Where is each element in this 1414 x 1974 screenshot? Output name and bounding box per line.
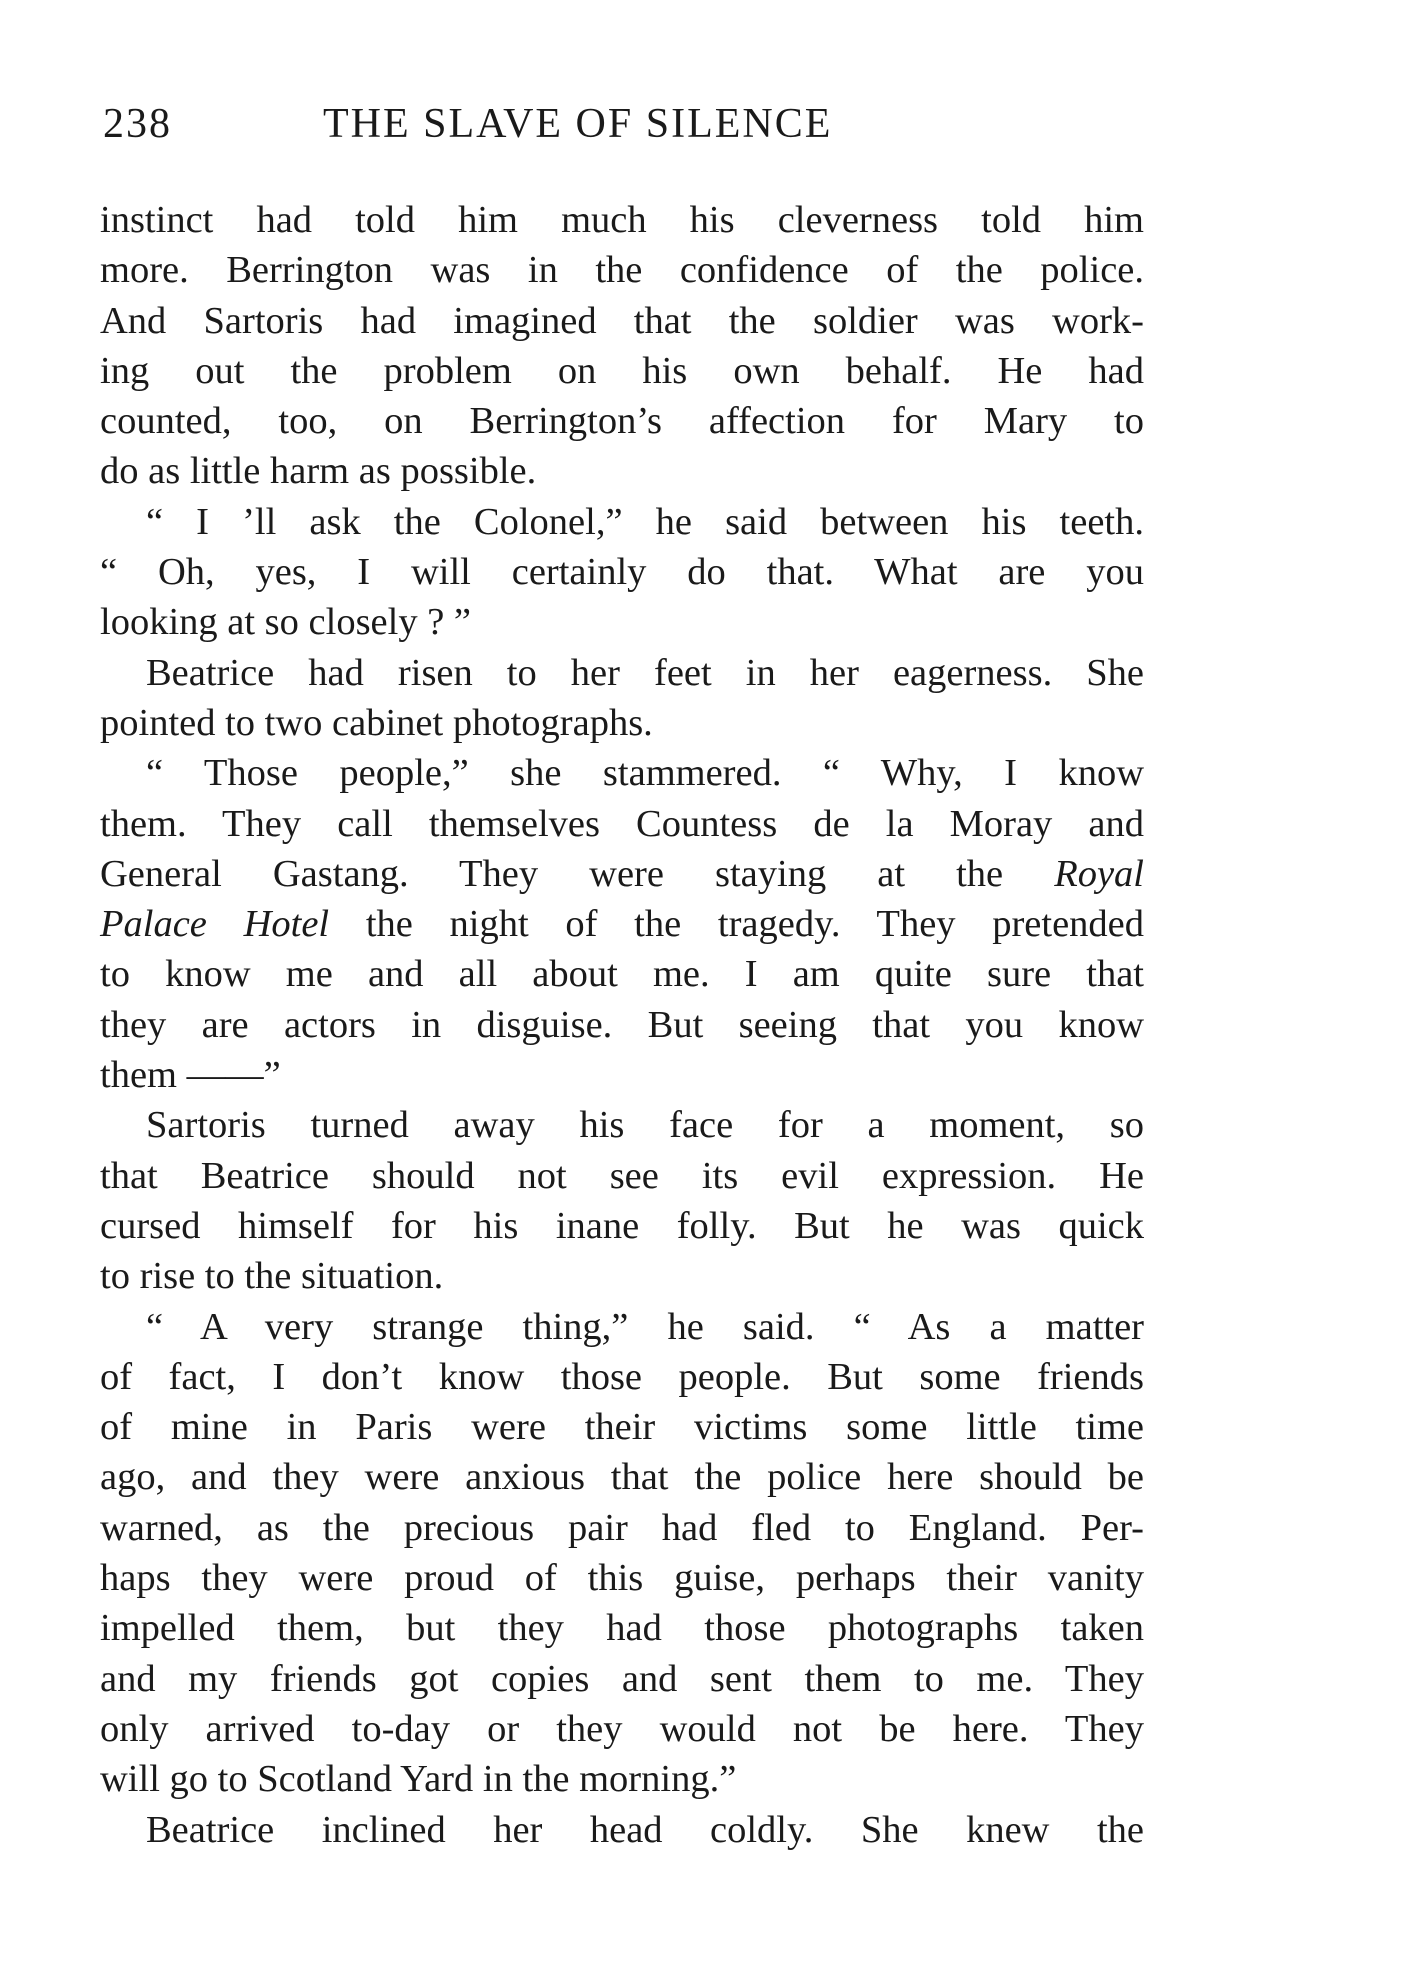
text-line: Beatrice had risen to her feet in her eagerness. She xyxy=(146,651,1144,694)
text-line: only arrived to-day or they would not be here. They xyxy=(100,1707,1144,1750)
text-line: looking at so closely ? ” xyxy=(100,601,472,644)
text-line: Beatrice inclined her head coldly. She knew the xyxy=(146,1808,1144,1851)
text-line: Sartoris turned away his face for a moment, so xyxy=(146,1104,1144,1147)
text-line: do as little harm as possible. xyxy=(100,450,537,493)
text-line: pointed to two cabinet photographs. xyxy=(100,701,653,744)
text-line: will go to Scotland Yard in the morning.” xyxy=(100,1758,737,1801)
running-title: THE SLAVE OF SILENCE xyxy=(323,101,833,147)
text-segment: General Gastang. They were staying at the xyxy=(100,852,1004,895)
text-line: they are actors in disguise. But seeing that you know xyxy=(100,1003,1144,1046)
text-line: them ——” xyxy=(100,1054,281,1097)
text-line: to rise to the situation. xyxy=(100,1255,444,1298)
text-line: ing out the problem on his own behalf. He had xyxy=(100,349,1144,392)
text-line: to know me and all about me. I am quite sure that xyxy=(100,953,1144,996)
italic-text: Palace Hotel xyxy=(100,903,330,946)
text-line: that Beatrice should not see its evil expression. He xyxy=(100,1154,1144,1197)
text-line: of mine in Paris were their victims some little time xyxy=(100,1406,1144,1449)
page-header xyxy=(103,100,1143,150)
text-line: warned, as the precious pair had fled to England. Per- xyxy=(100,1506,1144,1549)
text-line: cursed himself for his inane folly. But he was quick xyxy=(100,1204,1144,1247)
text-line: and my friends got copies and sent them to me. They xyxy=(100,1657,1144,1700)
text-line: of fact, I don’t know those people. But some friends xyxy=(100,1355,1144,1398)
text-line: impelled them, but they had those photographs taken xyxy=(100,1607,1144,1650)
body-text xyxy=(100,195,1144,1855)
page-number: 238 xyxy=(103,101,172,147)
text-line xyxy=(100,849,1144,899)
text-segment: the night of the tragedy. They pretended xyxy=(365,903,1145,946)
italic-text: Royal xyxy=(1054,852,1144,895)
text-line: instinct had told him much his cleverness told him xyxy=(100,199,1144,241)
text-line: counted, too, on Berrington’s affection for Mary to xyxy=(100,400,1144,443)
text-line: “ Those people,” she stammered. “ Why, I know xyxy=(146,752,1144,795)
text-line: haps they were proud of this guise, perhaps their vanity xyxy=(100,1557,1144,1600)
text-line: them. They call themselves Countess de la Moray and xyxy=(100,802,1144,845)
text-line: And Sartoris had imagined that the soldier was work- xyxy=(100,299,1144,342)
text-line: “ I ’ll ask the Colonel,” he said between his teeth. xyxy=(146,500,1144,543)
text-line: more. Berrington was in the confidence of the police. xyxy=(100,249,1144,292)
text-line: “ A very strange thing,” he said. “ As a matter xyxy=(146,1305,1144,1348)
text-line: “ Oh, yes, I will certainly do that. What are you xyxy=(100,551,1144,594)
text-line: ago, and they were anxious that the police here should be xyxy=(100,1456,1144,1499)
text-line xyxy=(100,899,1144,949)
